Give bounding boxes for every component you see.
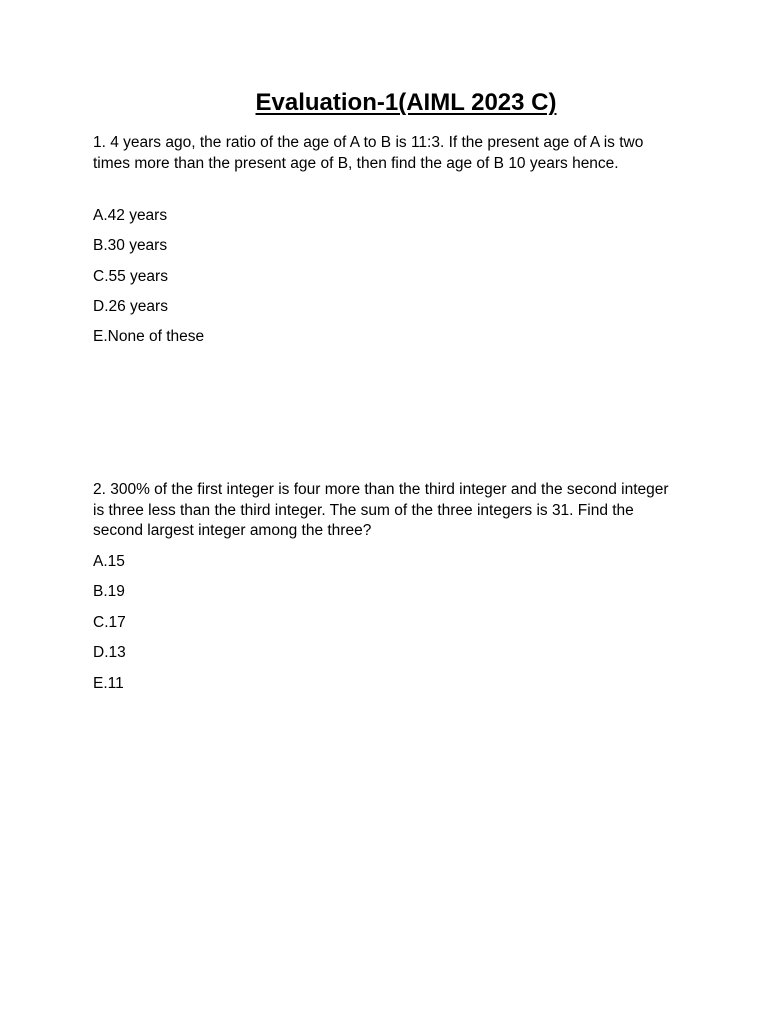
question-2-text: 2. 300% of the first integer is four more than the third integer and the second integer is three less than the third integer. The sum of the three integers is 31. Find the second largest integer among the three? — [93, 481, 669, 540]
question-1-text: 1. 4 years ago, the ratio of the age of A to B is 11:3. If the present age of A is two times more than the present age of B, then find the age of B 10 years hence. — [93, 134, 644, 172]
page-title — [0, 87, 768, 119]
question-1-option-a: A.42 years — [93, 207, 168, 224]
question-1-option-c: C.55 years — [93, 268, 168, 285]
question-2-option-a: A.15 — [93, 553, 125, 570]
question-1-option-b: B.30 years — [93, 237, 168, 254]
question-2-option-c: C.17 — [93, 614, 126, 631]
question-2-option-d: D.13 — [93, 644, 126, 661]
question-2-option-b: B.19 — [93, 583, 125, 600]
question-1-option-e: E.None of these — [93, 328, 205, 345]
question-1-option-d: D.26 years — [93, 298, 168, 315]
question-2-option-e: E.11 — [93, 675, 124, 692]
page-title-text: Evaluation-1(AIML 2023 C) — [255, 89, 557, 116]
